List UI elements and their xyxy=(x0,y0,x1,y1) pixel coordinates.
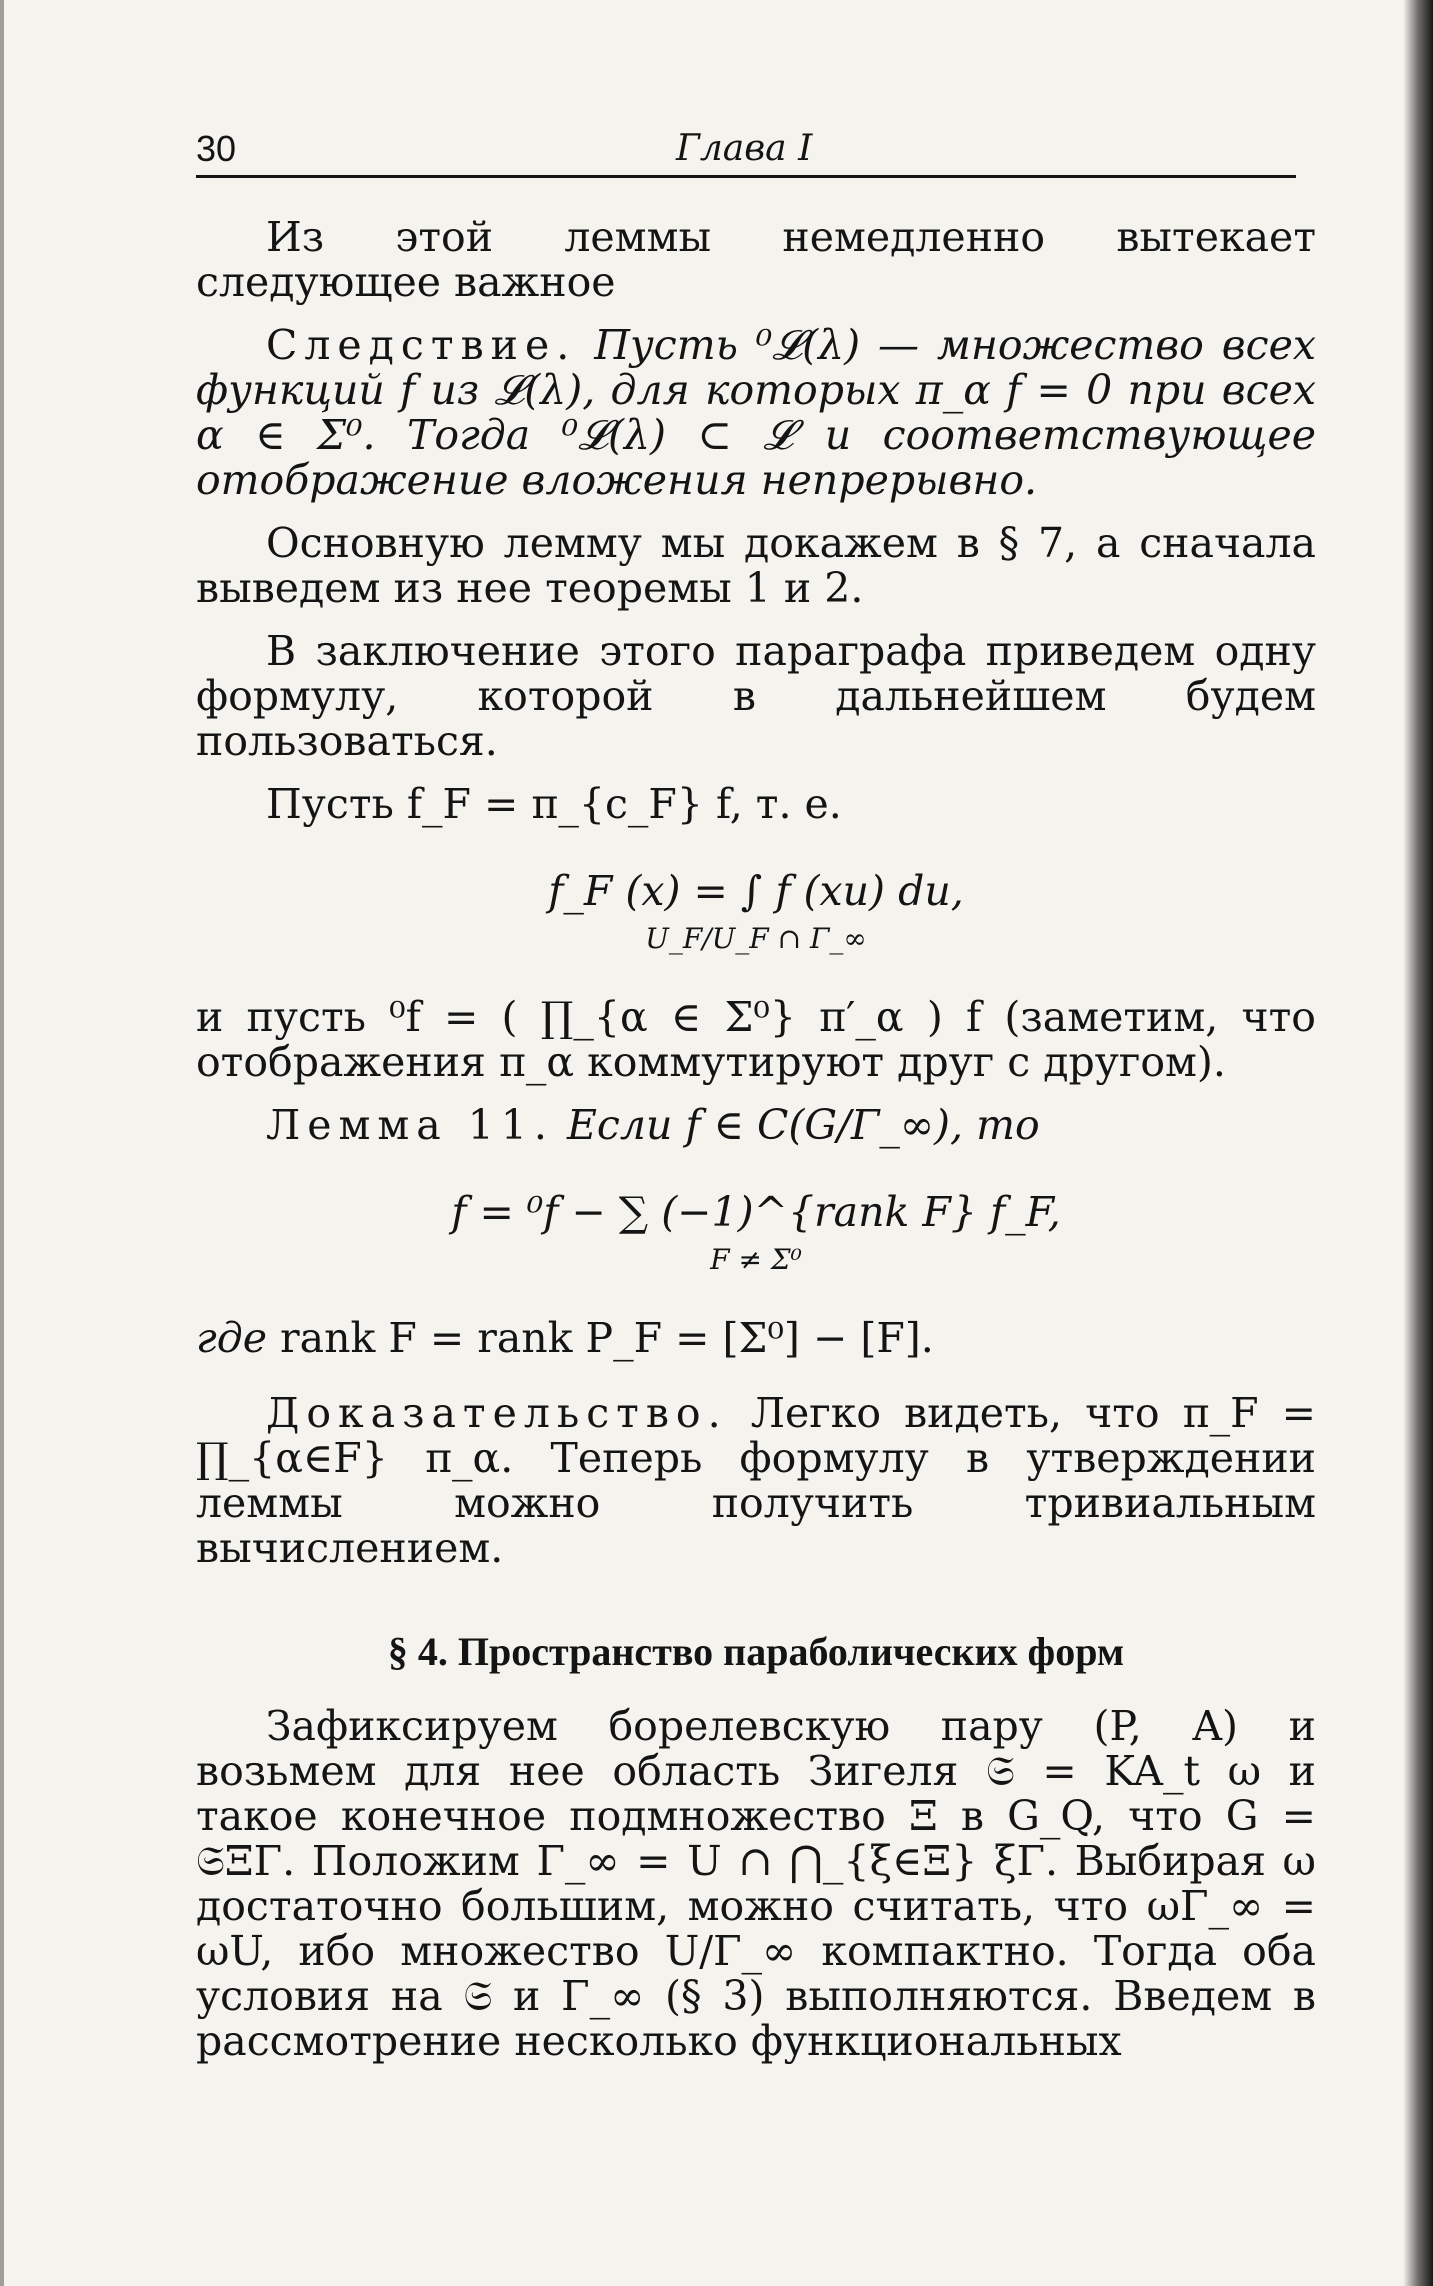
section-paragraph: Зафиксируем борелевскую пару (P, A) и возьмем для нее область Зигеля 𝔖 = KA_t ω и такое конечное подмножество Ξ в G_Q, что G = 𝔖ΞΓ. Положим Γ_∞ = U ∩ ⋂_{ξ∈Ξ} ξΓ. Выбирая ω достаточно большим, можно считать, что ωΓ_∞ = ωU, ибо множество U/Γ_∞ компактно. Тогда оба условия на 𝔖 и Γ_∞ (§ 3) выполняются. Введем в рассмотрение несколько функциональных xyxy=(196,1702,1316,2065)
formula-fF xyxy=(196,863,1316,955)
where-text: rank F = rank P_F = [Σ⁰] − [F]. xyxy=(280,1314,934,1362)
page-number: 30 xyxy=(196,128,237,169)
formula-lemma-main: f = ⁰f − ∑ (−1)^{rank F} f_F, xyxy=(451,1188,1061,1236)
corollary-label: Следствие. xyxy=(266,321,577,369)
proof-paragraph xyxy=(196,1391,1316,1571)
main-lemma-paragraph: Основную лемму мы докажем в § 7, а сначала выведем из нее теоремы 1 и 2. xyxy=(196,519,1316,612)
lemma-label: Лемма 11. xyxy=(266,1101,554,1149)
formula-lemma xyxy=(196,1184,1316,1276)
page-header xyxy=(196,120,1296,172)
header-rule xyxy=(196,175,1296,178)
proof-text: Легко видеть, что π_F = ∏_{α∈F} π_α. Теперь формулу в утверждении леммы можно получить тривиальным вычислением. xyxy=(196,1389,1316,1572)
formula-fF-domain: U_F/U_F ∩ Γ_∞ xyxy=(645,922,867,955)
where-label: где xyxy=(196,1314,267,1362)
conclusion-paragraph: В заключение этого параграфа приведем одну формулу, которой в дальнейшем будем пользоваться. xyxy=(196,627,1316,765)
chapter-title: Глава I xyxy=(676,128,813,169)
corollary-paragraph xyxy=(196,323,1316,503)
scan-right-edge xyxy=(1403,0,1433,2286)
lemma-text: Если f ∈ C(G/Γ_∞), то xyxy=(567,1101,1040,1149)
scan-left-edge xyxy=(0,0,4,2286)
formula-fF-main: f_F (x) = ∫ f (xu) du, xyxy=(548,867,964,915)
where-paragraph xyxy=(196,1316,1316,1361)
page-body xyxy=(196,215,1316,2082)
intro-paragraph: Из этой леммы немедленно вытекает следующее важное xyxy=(196,213,1316,306)
and-let-paragraph: и пусть ⁰f = ( ∏_{α ∈ Σ⁰} π′_α ) f (заметим, что отображения π_α коммутируют друг с другом). xyxy=(196,993,1316,1086)
section-title: § 4. Пространство параболических форм xyxy=(387,1629,1125,1674)
formula-lemma-sum-index: F ≠ Σ⁰ xyxy=(710,1243,802,1276)
corollary-text: Пусть ⁰𝓛(λ) — множество всех функций f из 𝓛(λ), для которых π_α f = 0 при всех α ∈ Σ⁰. Тогда ⁰𝓛(λ) ⊂ 𝓛 и соответствующее отображение вложения непрерывно. xyxy=(196,321,1316,504)
proof-label: Доказательство. xyxy=(266,1389,728,1437)
let-fF-paragraph: Пусть f_F = π_{c_F} f, т. е. xyxy=(266,780,842,828)
lemma-paragraph xyxy=(196,1103,1316,1148)
